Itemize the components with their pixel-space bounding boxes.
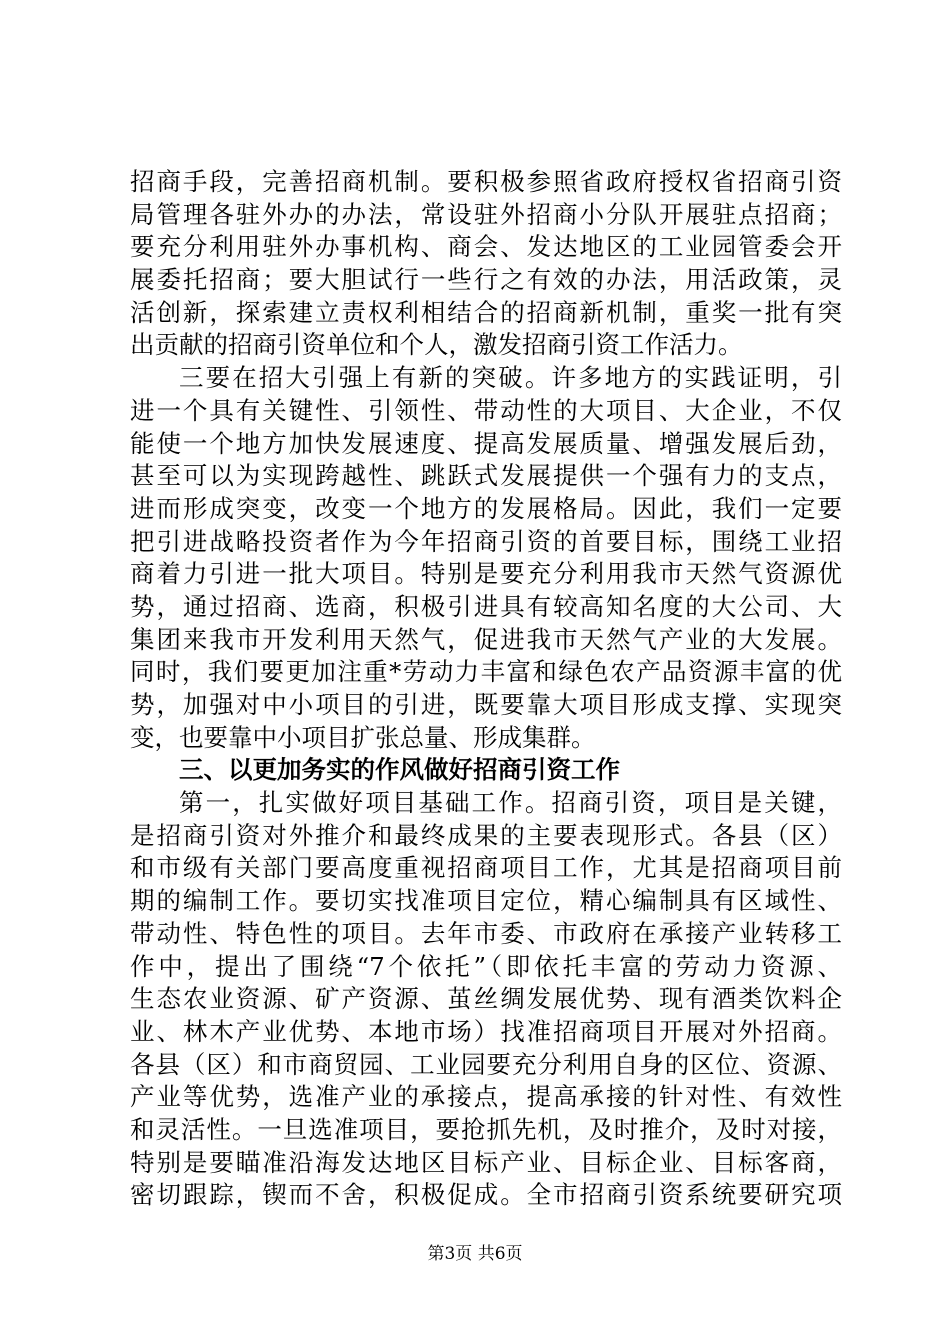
body-text-line: 是招商引资对外推介和最终成果的主要表现形式。各县（区） xyxy=(130,820,842,850)
body-text-line: 势，加强对中小项目的引进，既要靠大项目形成支撑、实现突 xyxy=(130,690,842,719)
body-text-line: 带动性、特色性的项目。去年市委、市政府在承接产业转移工 xyxy=(130,918,842,948)
body-text-line: 三要在招大引强上有新的突破。许多地方的实践证明，引 xyxy=(179,363,842,393)
body-text-line: 业、林木产业优势、本地市场）找准招商项目开展对外招商。 xyxy=(130,1016,842,1046)
body-text-line: 招商手段，完善招商机制。要积极参照省政府授权省招商引资 xyxy=(130,167,842,196)
body-text-line: 势，通过招商、选商，积极引进具有较高知名度的大公司、大 xyxy=(130,591,842,621)
body-text-line: 集团来我市开发利用天然气，促进我市天然气产业的大发展。 xyxy=(130,624,842,654)
body-text-line: 期的编制工作。要切实找准项目定位，精心编制具有区域性、 xyxy=(130,886,842,916)
body-text-line: 特别是要瞄准沿海发达地区目标产业、目标企业、目标客商， xyxy=(130,1147,842,1177)
body-text-line: 第一，扎实做好项目基础工作。招商引资，项目是关键， xyxy=(179,788,842,818)
body-text-line: 局管理各驻外办的办法，常设驻外招商小分队开展驻点招商； xyxy=(130,199,842,229)
body-text-line: 作中，提出了围绕“7个依托”（即依托丰富的劳动力资源、 xyxy=(130,951,842,981)
body-text-line: 和市级有关部门要高度重视招商项目工作，尤其是招商项目前 xyxy=(130,853,842,883)
body-text-line: 生态农业资源、矿产资源、茧丝绸发展优势、现有酒类饮料企 xyxy=(130,984,842,1014)
body-text-line: 变，也要靠中小项目扩张总量、形成集群。 xyxy=(130,722,596,752)
body-text-line: 甚至可以为实现跨越性、跳跃式发展提供一个强有力的支点， xyxy=(130,461,842,491)
body-text-line: 进而形成突变，改变一个地方的发展格局。因此，我们一定要 xyxy=(130,493,842,523)
body-text-line: 活创新，探索建立责权利相结合的招商新机制，重奖一批有突 xyxy=(130,297,842,327)
body-text-line: 出贡献的招商引资单位和个人，激发招商引资工作活力。 xyxy=(130,330,743,360)
body-text-line: 商着力引进一批大项目。特别是要充分利用我市天然气资源优 xyxy=(130,559,842,589)
body-text-line: 各县（区）和市商贸园、工业园要充分利用自身的区位、资源、 xyxy=(130,1049,842,1079)
body-text-line: 和灵活性。一旦选准项目，要抢抓先机，及时推介，及时对接， xyxy=(130,1114,842,1144)
section-heading: 三、以更加务实的作风做好招商引资工作 xyxy=(179,755,620,785)
body-text-line: 把引进战略投资者作为今年招商引资的首要目标，围绕工业招 xyxy=(130,526,842,556)
body-text-line: 密切跟踪，锲而不舍，积极促成。全市招商引资系统要研究项 xyxy=(130,1180,842,1210)
body-text-line: 进一个具有关键性、引领性、带动性的大项目、大企业，不仅 xyxy=(130,395,842,425)
body-text-line: 同时，我们要更加注重*劳动力丰富和绿色农产品资源丰富的优 xyxy=(130,657,842,687)
body-text-line: 产业等优势，选准产业的承接点，提高承接的针对性、有效性 xyxy=(130,1082,842,1112)
body-text-line: 能使一个地方加快发展速度、提高发展质量、增强发展后劲， xyxy=(130,428,842,458)
document-body xyxy=(130,166,842,1212)
body-text-line: 展委托招商；要大胆试行一些行之有效的办法，用活政策，灵 xyxy=(130,265,842,295)
page-footer: 第3页 共6页 xyxy=(427,1244,523,1264)
body-text-line: 要充分利用驻外办事机构、商会、发达地区的工业园管委会开 xyxy=(130,232,842,262)
